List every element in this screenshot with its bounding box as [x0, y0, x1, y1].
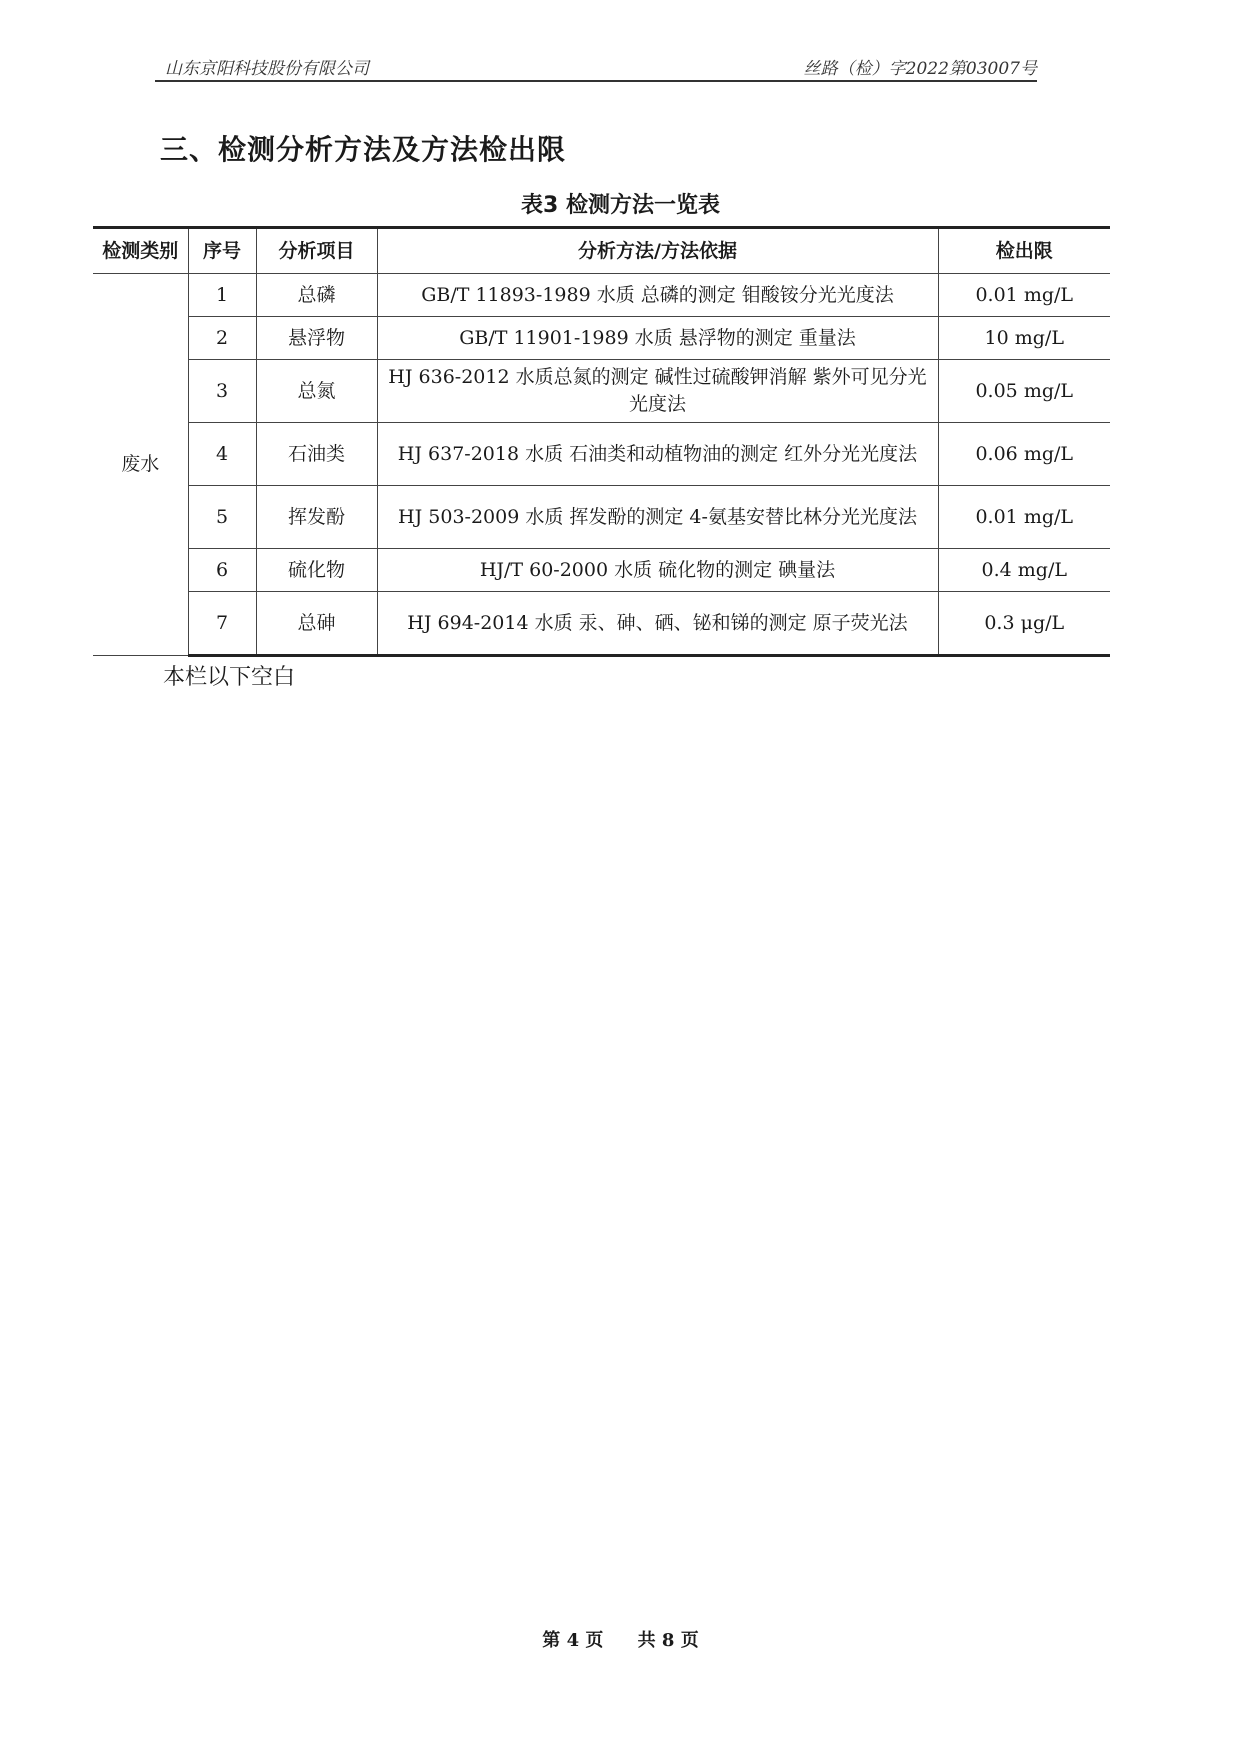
row-no: 6 [188, 549, 256, 592]
row-item: 总氮 [256, 360, 377, 423]
blank-below-note: 本栏以下空白 [163, 665, 296, 690]
col-header-no: 序号 [188, 228, 256, 274]
row-method: HJ 503-2009 水质 挥发酚的测定 4-氨基安替比林分光光度法 [377, 486, 938, 549]
col-header-limit: 检出限 [938, 228, 1110, 274]
table-row [93, 360, 1110, 423]
row-no: 4 [188, 423, 256, 486]
company-name: 山东京阳科技股份有限公司 [165, 59, 369, 79]
table-header-row [93, 228, 1110, 274]
table-row [93, 317, 1110, 360]
row-method: GB/T 11893-1989 水质 总磷的测定 钼酸铵分光光度法 [377, 274, 938, 317]
table-caption: 表3 检测方法一览表 [521, 193, 720, 218]
col-header-method: 分析方法/方法依据 [377, 228, 938, 274]
row-limit: 0.06 mg/L [938, 423, 1110, 486]
page-number: 第 4 页 [542, 1630, 604, 1651]
row-limit: 0.3 μg/L [938, 592, 1110, 656]
row-method: GB/T 11901-1989 水质 悬浮物的测定 重量法 [377, 317, 938, 360]
category-cell: 废水 [93, 274, 188, 656]
row-limit: 0.4 mg/L [938, 549, 1110, 592]
col-header-category: 检测类别 [93, 228, 188, 274]
methods-table [93, 226, 1110, 657]
row-limit: 0.01 mg/L [938, 486, 1110, 549]
table-row [93, 592, 1110, 656]
row-method: HJ/T 60-2000 水质 硫化物的测定 碘量法 [377, 549, 938, 592]
row-item: 挥发酚 [256, 486, 377, 549]
page-header [155, 54, 1037, 84]
row-method: HJ 636-2012 水质总氮的测定 碱性过硫酸钾消解 紫外可见分光光度法 [377, 360, 938, 423]
section-title: 三、检测分析方法及方法检出限 [160, 133, 567, 166]
row-item: 总砷 [256, 592, 377, 656]
row-item: 总磷 [256, 274, 377, 317]
table-row [93, 486, 1110, 549]
page-total: 共 8 页 [637, 1630, 699, 1651]
row-no: 7 [188, 592, 256, 656]
row-limit: 0.01 mg/L [938, 274, 1110, 317]
row-method: HJ 694-2014 水质 汞、砷、硒、铋和锑的测定 原子荧光法 [377, 592, 938, 656]
row-no: 2 [188, 317, 256, 360]
header-rule [155, 80, 1037, 82]
row-item: 悬浮物 [256, 317, 377, 360]
row-method: HJ 637-2018 水质 石油类和动植物油的测定 红外分光光度法 [377, 423, 938, 486]
col-header-item: 分析项目 [256, 228, 377, 274]
row-no: 5 [188, 486, 256, 549]
row-limit: 0.05 mg/L [938, 360, 1110, 423]
table-row [93, 423, 1110, 486]
page-footer [0, 1626, 1241, 1652]
report-number: 丝路（检）字2022第03007号 [803, 59, 1037, 79]
row-limit: 10 mg/L [938, 317, 1110, 360]
table-row [93, 549, 1110, 592]
table-row [93, 274, 1110, 317]
row-no: 1 [188, 274, 256, 317]
row-item: 石油类 [256, 423, 377, 486]
row-no: 3 [188, 360, 256, 423]
row-item: 硫化物 [256, 549, 377, 592]
